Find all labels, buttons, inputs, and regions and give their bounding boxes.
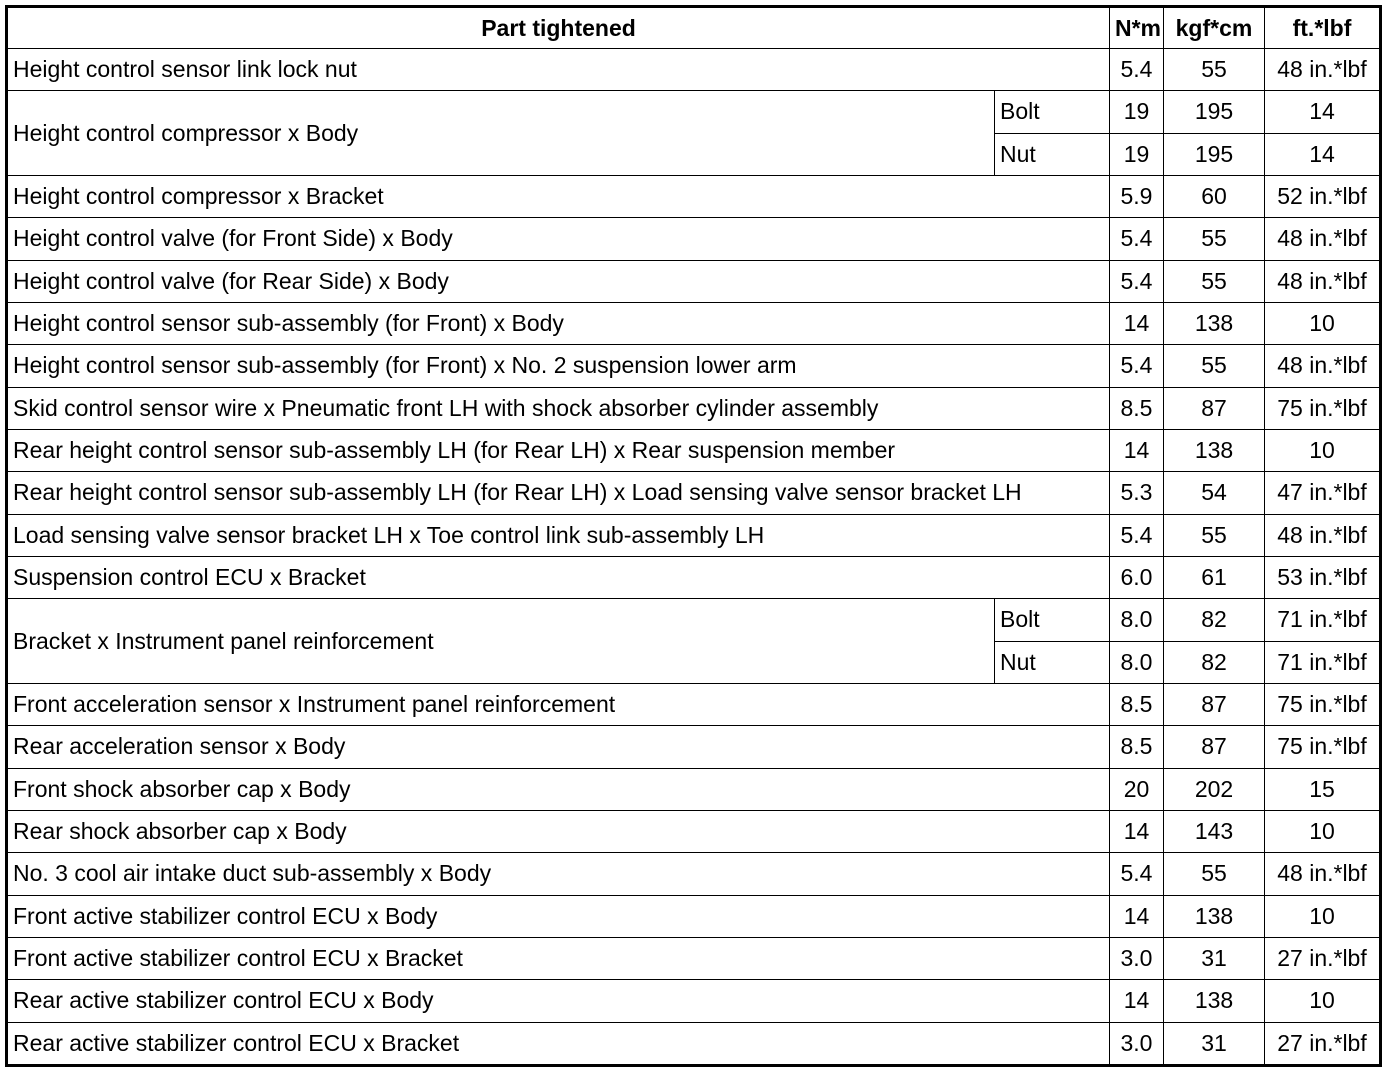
table-row [7,726,1381,768]
part-name-cell: Rear height control sensor sub-assembly LH (for Rear LH) x Load sensing valve sensor bracket LH [7,472,1110,514]
part-name-cell: Height control valve (for Rear Side) x Body [7,260,1110,302]
nm-value-cell: 5.4 [1110,345,1164,387]
part-name-cell: Suspension control ECU x Bracket [7,556,1110,598]
nm-value-cell: 14 [1110,302,1164,344]
kgfcm-value-cell: 55 [1164,853,1265,895]
table-row [7,895,1381,937]
table-row [7,91,1381,133]
ftlbf-value-cell: 48 in.*lbf [1265,514,1381,556]
ftlbf-value-cell: 47 in.*lbf [1265,472,1381,514]
ftlbf-value-cell: 71 in.*lbf [1265,641,1381,683]
ftlbf-value-cell: 14 [1265,91,1381,133]
nm-value-cell: 19 [1110,91,1164,133]
ftlbf-value-cell: 10 [1265,429,1381,471]
kgfcm-value-cell: 82 [1164,641,1265,683]
nm-value-cell: 5.4 [1110,260,1164,302]
table-row [7,218,1381,260]
nm-value-cell: 14 [1110,429,1164,471]
table-row [7,980,1381,1022]
part-name-cell: Bracket x Instrument panel reinforcement [7,599,995,684]
part-name-cell: Height control valve (for Front Side) x Body [7,218,1110,260]
kgfcm-value-cell: 61 [1164,556,1265,598]
nm-value-cell: 3.0 [1110,937,1164,979]
table-row [7,1022,1381,1065]
table-row [7,810,1381,852]
torque-specification-table [5,5,1382,1067]
table-row [7,683,1381,725]
kgfcm-value-cell: 87 [1164,726,1265,768]
nm-value-cell: 6.0 [1110,556,1164,598]
table-row [7,429,1381,471]
ftlbf-value-cell: 75 in.*lbf [1265,387,1381,429]
nm-value-cell: 5.4 [1110,218,1164,260]
part-name-cell: Front active stabilizer control ECU x Bracket [7,937,1110,979]
table-row [7,768,1381,810]
ftlbf-value-cell: 71 in.*lbf [1265,599,1381,641]
kgfcm-value-cell: 195 [1164,133,1265,175]
nm-value-cell: 14 [1110,810,1164,852]
kgfcm-value-cell: 138 [1164,980,1265,1022]
part-name-cell: Rear acceleration sensor x Body [7,726,1110,768]
nm-value-cell: 8.0 [1110,599,1164,641]
part-name-cell: Rear active stabilizer control ECU x Body [7,980,1110,1022]
kgfcm-value-cell: 55 [1164,345,1265,387]
nm-value-cell: 5.4 [1110,514,1164,556]
nm-value-cell: 14 [1110,980,1164,1022]
table-header-row [7,7,1381,49]
table-row [7,853,1381,895]
kgfcm-value-cell: 87 [1164,683,1265,725]
ftlbf-value-cell: 48 in.*lbf [1265,49,1381,91]
part-name-cell: Load sensing valve sensor bracket LH x Toe control link sub-assembly LH [7,514,1110,556]
part-name-cell: Front active stabilizer control ECU x Body [7,895,1110,937]
ftlbf-value-cell: 27 in.*lbf [1265,1022,1381,1065]
kgfcm-value-cell: 195 [1164,91,1265,133]
part-name-cell: Height control sensor sub-assembly (for Front) x No. 2 suspension lower arm [7,345,1110,387]
header-part-tightened: Part tightened [7,7,1110,49]
part-name-cell: Front acceleration sensor x Instrument panel reinforcement [7,683,1110,725]
nm-value-cell: 3.0 [1110,1022,1164,1065]
table-row [7,302,1381,344]
fastener-type-cell: Nut [995,641,1110,683]
ftlbf-value-cell: 14 [1265,133,1381,175]
kgfcm-value-cell: 54 [1164,472,1265,514]
kgfcm-value-cell: 138 [1164,429,1265,471]
nm-value-cell: 19 [1110,133,1164,175]
part-name-cell: Skid control sensor wire x Pneumatic front LH with shock absorber cylinder assembly [7,387,1110,429]
table-row [7,937,1381,979]
kgfcm-value-cell: 87 [1164,387,1265,429]
kgfcm-value-cell: 31 [1164,937,1265,979]
nm-value-cell: 5.9 [1110,175,1164,217]
fastener-type-cell: Bolt [995,599,1110,641]
fastener-type-cell: Nut [995,133,1110,175]
table-row [7,472,1381,514]
kgfcm-value-cell: 55 [1164,514,1265,556]
table-row [7,387,1381,429]
kgfcm-value-cell: 82 [1164,599,1265,641]
header-nm: N*m [1110,7,1164,49]
ftlbf-value-cell: 10 [1265,980,1381,1022]
table-row [7,260,1381,302]
part-name-cell: Rear shock absorber cap x Body [7,810,1110,852]
ftlbf-value-cell: 48 in.*lbf [1265,260,1381,302]
fastener-type-cell: Bolt [995,91,1110,133]
part-name-cell: Rear height control sensor sub-assembly LH (for Rear LH) x Rear suspension member [7,429,1110,471]
part-name-cell: Height control sensor link lock nut [7,49,1110,91]
nm-value-cell: 5.4 [1110,49,1164,91]
header-kgfcm: kgf*cm [1164,7,1265,49]
ftlbf-value-cell: 48 in.*lbf [1265,218,1381,260]
nm-value-cell: 5.4 [1110,853,1164,895]
ftlbf-value-cell: 27 in.*lbf [1265,937,1381,979]
part-name-cell: Rear active stabilizer control ECU x Bracket [7,1022,1110,1065]
kgfcm-value-cell: 143 [1164,810,1265,852]
ftlbf-value-cell: 53 in.*lbf [1265,556,1381,598]
kgfcm-value-cell: 55 [1164,49,1265,91]
nm-value-cell: 8.5 [1110,387,1164,429]
kgfcm-value-cell: 138 [1164,895,1265,937]
ftlbf-value-cell: 48 in.*lbf [1265,853,1381,895]
ftlbf-value-cell: 10 [1265,895,1381,937]
table-row [7,49,1381,91]
part-name-cell: Height control sensor sub-assembly (for Front) x Body [7,302,1110,344]
part-name-cell: No. 3 cool air intake duct sub-assembly x Body [7,853,1110,895]
kgfcm-value-cell: 138 [1164,302,1265,344]
nm-value-cell: 8.0 [1110,641,1164,683]
table-body [7,49,1381,1066]
ftlbf-value-cell: 10 [1265,810,1381,852]
table-row [7,514,1381,556]
header-ftlbf: ft.*lbf [1265,7,1381,49]
ftlbf-value-cell: 75 in.*lbf [1265,683,1381,725]
kgfcm-value-cell: 55 [1164,218,1265,260]
table-row [7,556,1381,598]
ftlbf-value-cell: 48 in.*lbf [1265,345,1381,387]
nm-value-cell: 8.5 [1110,726,1164,768]
kgfcm-value-cell: 60 [1164,175,1265,217]
kgfcm-value-cell: 55 [1164,260,1265,302]
table-row [7,175,1381,217]
table-row [7,345,1381,387]
nm-value-cell: 5.3 [1110,472,1164,514]
kgfcm-value-cell: 31 [1164,1022,1265,1065]
ftlbf-value-cell: 75 in.*lbf [1265,726,1381,768]
ftlbf-value-cell: 52 in.*lbf [1265,175,1381,217]
kgfcm-value-cell: 202 [1164,768,1265,810]
nm-value-cell: 20 [1110,768,1164,810]
part-name-cell: Height control compressor x Body [7,91,995,176]
part-name-cell: Height control compressor x Bracket [7,175,1110,217]
nm-value-cell: 14 [1110,895,1164,937]
ftlbf-value-cell: 10 [1265,302,1381,344]
nm-value-cell: 8.5 [1110,683,1164,725]
table-row [7,599,1381,641]
ftlbf-value-cell: 15 [1265,768,1381,810]
part-name-cell: Front shock absorber cap x Body [7,768,1110,810]
